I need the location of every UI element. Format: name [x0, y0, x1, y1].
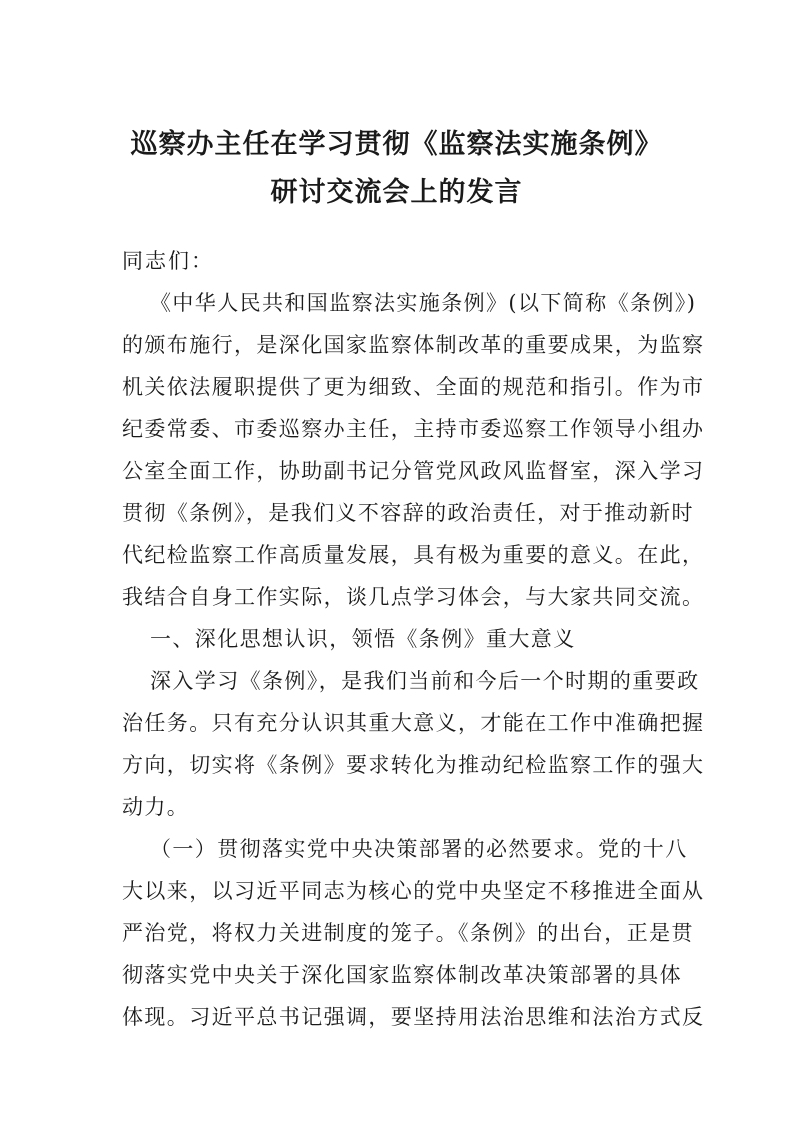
paragraph-line: 纪委常委、市委巡察办主任，主持市委巡察工作领导小组办: [122, 417, 705, 441]
paragraph-line: 彻落实党中央关于深化国家监察体制改革决策部署的具体: [122, 963, 682, 987]
paragraph-line: 治任务。只有充分认识其重大意义，才能在工作中准确把握: [122, 711, 705, 735]
section-heading: 一、深化思想认识，领悟《条例》重大意义: [150, 627, 576, 651]
paragraph-line: 的颁布施行，是深化国家监察体制改革的重要成果，为监察: [122, 333, 705, 357]
paragraph-line: 方向，切实将《条例》要求转化为推动纪检监察工作的强大: [122, 753, 705, 777]
paragraph-line: 代纪检监察工作高质量发展，具有极为重要的意义。在此，: [122, 543, 705, 567]
paragraph-line: 《中华人民共和国监察法实施条例》(以下简称《条例》): [150, 291, 697, 315]
subsection-heading: （一）贯彻落实党中央决策部署的必然要求。党的十八: [150, 837, 688, 861]
paragraph-line: 大以来，以习近平同志为核心的党中央坚定不移推进全面从: [122, 879, 705, 903]
paragraph-line: 体现。习近平总书记强调，要坚持用法治思维和法治方式反: [122, 1005, 705, 1029]
paragraph-line: 贯彻《条例》，是我们义不容辞的政治责任，对于推动新时: [122, 501, 694, 525]
paragraph-line: 机关依法履职提供了更为细致、全面的规范和指引。作为市: [122, 375, 705, 399]
document-title-line-1: 巡察办主任在学习贯彻《监察法实施条例》: [130, 129, 663, 160]
paragraph-line: 公室全面工作，协助副书记分管党风政风监督室，深入学习: [122, 459, 705, 483]
paragraph-line: 我结合自身工作实际，谈几点学习体会，与大家共同交流。: [122, 585, 705, 609]
paragraph-line: 动力。: [122, 795, 190, 819]
document-title-line-2: 研讨交流会上的发言: [270, 177, 523, 208]
paragraph-line: 严治党，将权力关进制度的笼子。《条例》的出台，正是贯: [122, 921, 694, 945]
paragraph-line: 深入学习《条例》，是我们当前和今后一个时期的重要政: [150, 669, 700, 693]
greeting: 同志们：: [122, 249, 214, 273]
